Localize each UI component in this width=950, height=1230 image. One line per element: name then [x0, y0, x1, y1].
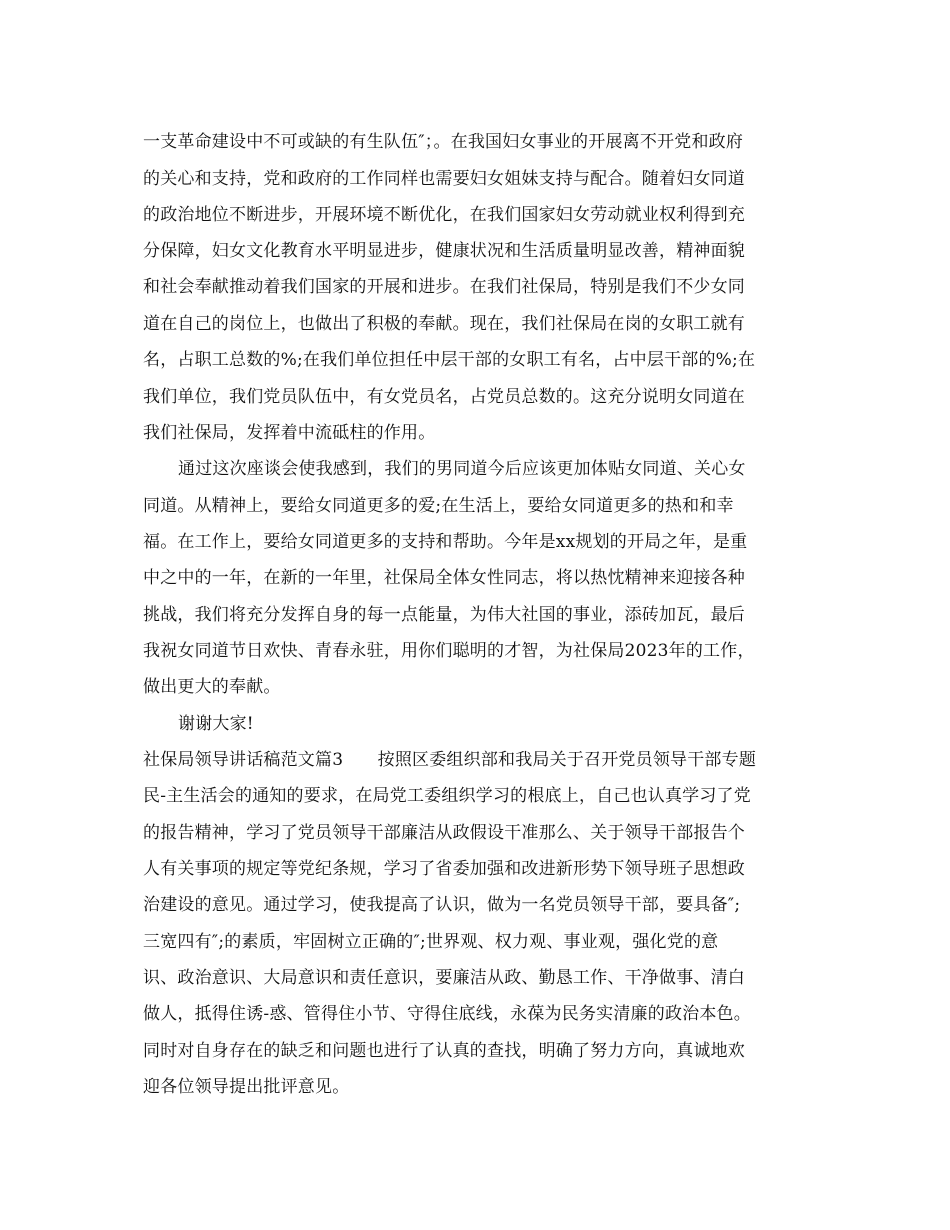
- text-line: 我祝女同道节日欢快、青春永驻，用你们聪明的才智，为社保局2023年的工作，: [143, 641, 755, 661]
- text-line: 挑战，我们将充分发挥自身的每一点能量，为伟大社国的事业，添砖加瓦，最后: [143, 605, 745, 625]
- text-line: 名，占职工总数的%;在我们单位担任中层干部的女职工有名，占中层干部的%;在: [143, 350, 756, 370]
- text-line: 治建设的意见。通过学习，使我提高了认识，做为一名党员领导干部，要具备″;: [143, 895, 741, 915]
- text-line: 识、政治意识、大局意识和责任意识，要廉洁从政、勤恳工作、干净做事、清白: [143, 968, 745, 988]
- text-line: 做人，抵得住诱-惑、管得住小节、守得住底线，永葆为民务实清廉的政治本色。: [143, 1004, 751, 1024]
- text-line: 人有关事项的规定等党纪条规，学习了省委加强和改进新形势下领导班子思想政: [143, 859, 745, 879]
- text-line: 道在自己的岗位上，也做出了积极的奉献。现在，我们社保局在岗的女职工就有: [143, 314, 745, 334]
- text-line: 同道。从精神上，要给女同道更多的爱;在生活上，要给女同道更多的热和和幸: [143, 496, 734, 516]
- text-line: 和社会奉献推动着我们国家的开展和进步。在我们社保局，特别是我们不少女同: [143, 277, 745, 297]
- section-heading-line: 社保局领导讲话稿范文篇3 按照区委组织部和我局关于召开党员领导干部专题: [143, 750, 757, 770]
- text-line: 民-主生活会的通知的要求，在局党工委组织学习的根底上，自己也认真学习了党: [143, 786, 751, 806]
- text-line: 同时对自身存在的缺乏和问题也进行了认真的查找，明确了努力方向，真诚地欢: [143, 1041, 745, 1061]
- text-line: 的关心和支持，党和政府的工作同样也需要妇女姐妹支持与配合。随着妇女同道: [143, 169, 745, 189]
- text-line: 中之中的一年，在新的一年里，社保局全体女性同志，将以热忱精神来迎接各种: [143, 568, 745, 588]
- text-line: 迎各位领导提出批评意见。: [143, 1077, 350, 1097]
- text-line: 三宽四有″;的素质，牢固树立正确的″;世界观、权力观、事业观，强化党的意: [143, 932, 719, 952]
- text-line: 做出更大的奉献。: [143, 677, 281, 697]
- text-line: 通过这次座谈会使我感到，我们的男同道今后应该更加体贴女同道、关心女: [178, 459, 746, 479]
- text-line: 一支革命建设中不可或缺的有生队伍″；。在我国妇女事业的开展离不开党和政府: [143, 132, 744, 152]
- text-line: 谢谢大家!: [178, 714, 254, 734]
- text-line: 我们社保局，发挥着中流砥柱的作用。: [143, 423, 436, 443]
- text-line: 的政治地位不断进步，开展环境不断优化，在我们国家妇女劳动就业权利得到充: [143, 205, 745, 225]
- text-line: 我们单位，我们党员队伍中，有女党员名，占党员总数的。这充分说明女同道在: [143, 387, 745, 407]
- text-line: 福。在工作上，要给女同道更多的支持和帮助。今年是xx规划的开局之年，是重: [143, 532, 748, 552]
- text-line: 分保障，妇女文化教育水平明显进步，健康状况和生活质量明显改善，精神面貌: [143, 241, 745, 261]
- text-line: 的报告精神，学习了党员领导干部廉洁从政假设干准那么、关于领导干部报告个: [143, 823, 745, 843]
